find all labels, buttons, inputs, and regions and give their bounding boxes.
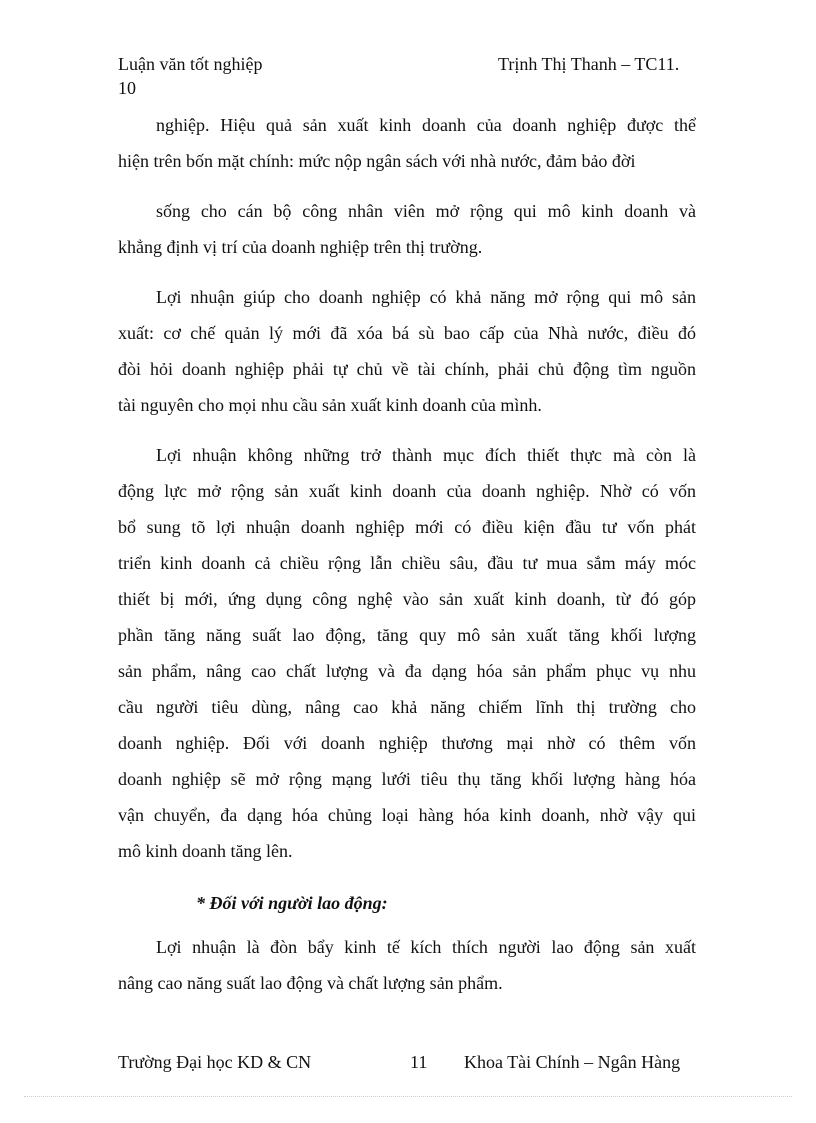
text-line: nâng cao năng suất lao động và chất lượng sản phẩm. [118, 973, 503, 993]
text-line: hiện trên bốn mặt chính: mức nộp ngân sách với nhà nước, đảm bảo đời [118, 151, 636, 171]
section-subheading: * Đối với người lao động: [196, 893, 388, 913]
text-line: động lực mở rộng sản xuất kinh doanh của doanh nghiệp. Nhờ có vốn [118, 481, 696, 501]
text-line: sản phẩm, nâng cao chất lượng và đa dạng hóa sản phẩm phục vụ nhu [118, 661, 696, 681]
paragraph [118, 932, 696, 1004]
text-line: vận chuyển, đa dạng hóa chủng loại hàng hóa kinh doanh, nhờ vậy qui [118, 805, 696, 825]
text-line: đòi hỏi doanh nghiệp phải tự chủ về tài chính, phải chủ động tìm nguồn [118, 359, 696, 379]
paragraph [118, 282, 696, 426]
paragraph [118, 440, 696, 872]
text-line: phần tăng năng suất lao động, tăng quy mô sản xuất tăng khối lượng [118, 625, 696, 645]
page-break-rule [24, 1096, 792, 1097]
text-line: Lợi nhuận là đòn bẩy kinh tế kích thích người lao động sản xuất [156, 937, 696, 957]
footer-page-number: 11 [410, 1052, 428, 1072]
text-line: doanh nghiệp. Đối với doanh nghiệp thương mại nhờ có thêm vốn [118, 733, 696, 753]
header-author: Trịnh Thị Thanh – TC11. [498, 54, 680, 74]
text-line: triển kinh doanh cả chiều rộng lẫn chiều sâu, đầu tư mua sắm máy móc [118, 553, 696, 573]
text-line: bổ sung tõ lợi nhuận doanh nghiệp mới có điều kiện đầu tư vốn phát [118, 517, 696, 537]
text-line: Lợi nhuận không những trở thành mục đích thiết thực mà còn là [156, 445, 696, 465]
text-line: thiết bị mới, ứng dụng công nghệ vào sản xuất kinh doanh, từ đó góp [118, 589, 696, 609]
text-line: cầu người tiêu dùng, nâng cao khả năng chiếm lĩnh thị trường cho [118, 697, 696, 717]
paragraph [118, 110, 696, 182]
header-number: 10 [118, 78, 136, 98]
text-line: doanh nghiệp sẽ mở rộng mạng lưới tiêu thụ tăng khối lượng hàng hóa [118, 769, 696, 789]
header-left-title: Luận văn tốt nghiệp [118, 54, 263, 74]
paragraph [118, 196, 696, 268]
text-line: mô kinh doanh tăng lên. [118, 841, 293, 861]
footer-school: Trường Đại học KD & CN [118, 1052, 312, 1072]
footer-department: Khoa Tài Chính – Ngân Hàng [464, 1052, 681, 1072]
text-line: xuất: cơ chế quản lý mới đã xóa bá sù bao cấp của Nhà nước, điều đó [118, 323, 696, 343]
text-line: Lợi nhuận giúp cho doanh nghiệp có khả năng mở rộng qui mô sản [156, 287, 696, 307]
text-line: tài nguyên cho mọi nhu cầu sản xuất kinh doanh của mình. [118, 395, 542, 415]
body-text [118, 110, 696, 1004]
text-line: khẳng định vị trí của doanh nghiệp trên thị trường. [118, 237, 483, 257]
text-line: sống cho cán bộ công nhân viên mở rộng qui mô kinh doanh và [156, 201, 696, 221]
text-line: nghiệp. Hiệu quả sản xuất kinh doanh của doanh nghiệp được thể [156, 115, 696, 135]
